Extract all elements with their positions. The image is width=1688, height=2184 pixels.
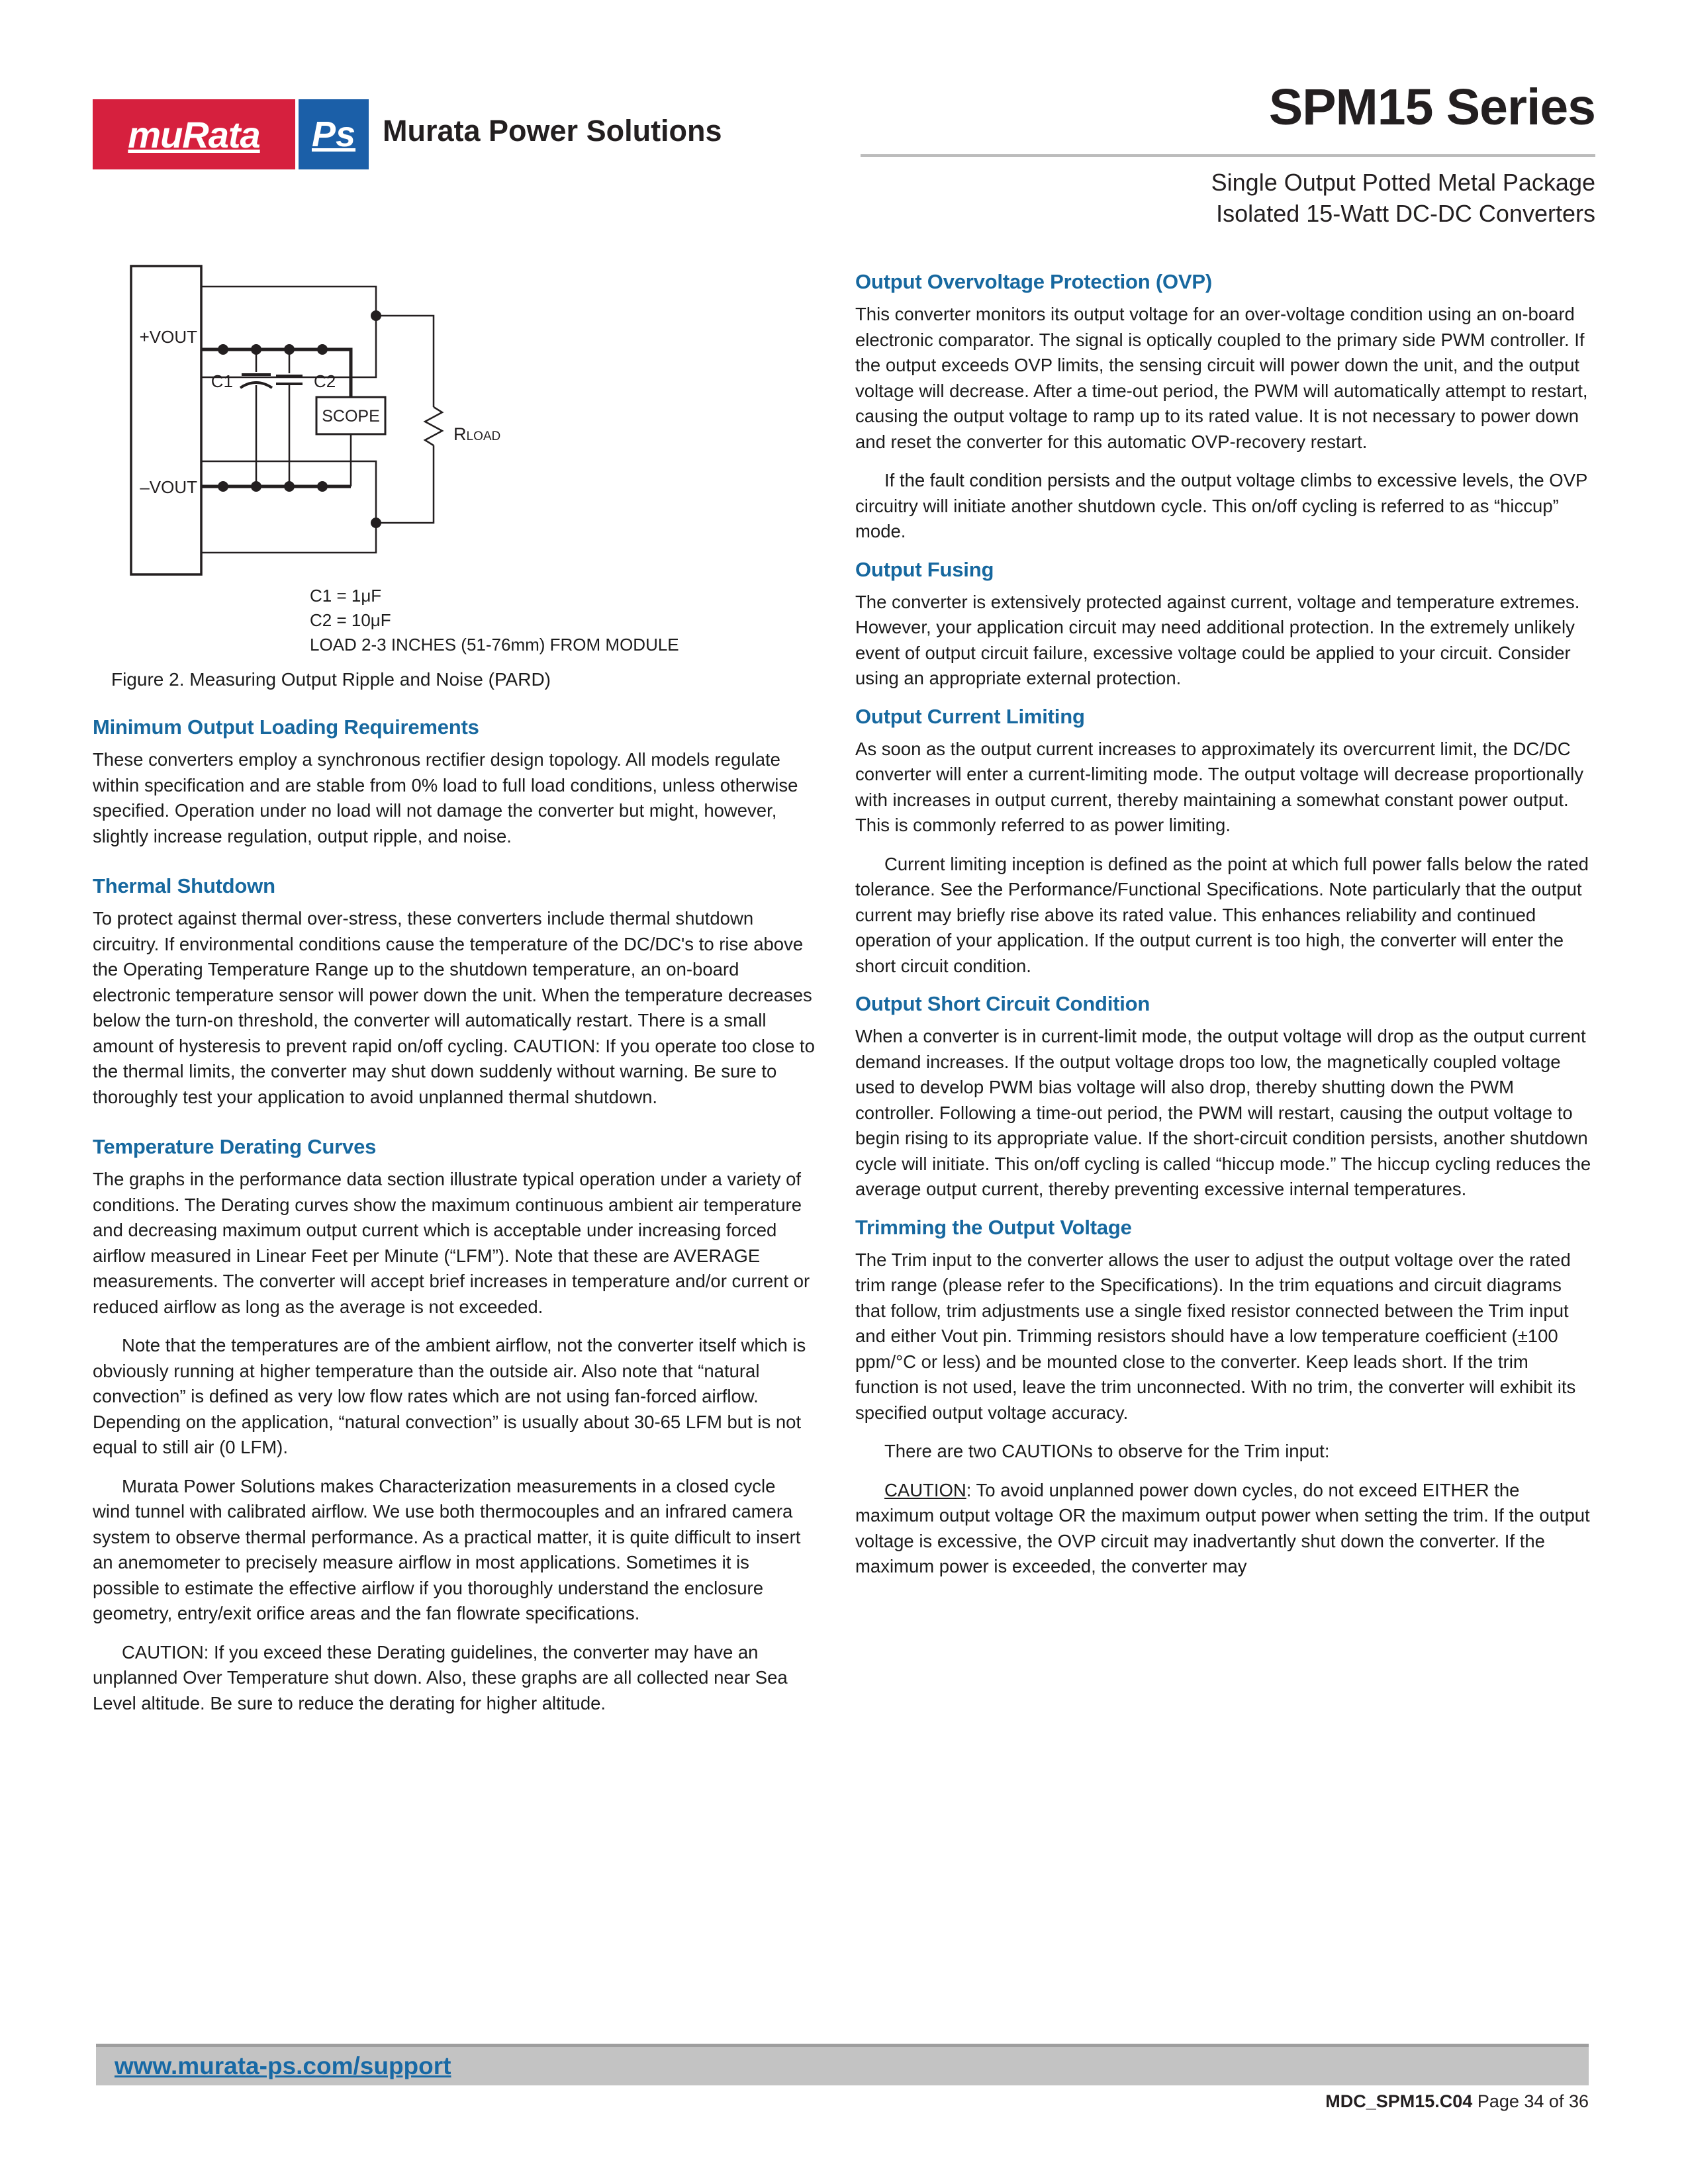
murata-logo-text: muRata [128,113,260,156]
figure-caption: Figure 2. Measuring Output Ripple and Noise (PARD) [111,669,551,690]
footer-meta [1325,2091,1589,2112]
section-output-current-limiting [855,705,1597,979]
section-heading: Output Current Limiting [855,704,1085,728]
document-id: MDC_SPM15.C04 [1325,2091,1473,2111]
paragraph: If the fault condition persists and the output voltage climbs to excessive levels, the OVP circuitry will initiate another shutdown cycle. This on/off cycling is referred to as “hiccup” mode. [855,470,1587,541]
paragraph: The converter is extensively protected against current, voltage and temperature extremes. However, your application circuit may need additional protection. In the extremely unlikely event of output circuit failure, excessive voltage could be applied to your circuit. Consider using an appropriate external protection. [855,591,1580,688]
figure-notes [310,584,816,657]
scope-label: SCOPE [322,407,380,426]
rload-label: RLOAD [453,424,501,444]
paragraph: CAUTION: If you exceed these Derating guidelines, the converter may have an unplanned Over Temperature shut down. Also, these graphs are all collected near Sea Level altitude. Be sure to reduce the derating for higher altitude. [93,1641,788,1713]
section-heading: Output Fusing [855,557,994,581]
paragraph: Current limiting inception is defined as the point at which full power falls below the rated tolerance. See the Performance/Functional Specifications. Note particularly that the output current may briefly rise above its rated value. This enhances reliability and continued operation of your application. If the output current is too high, the converter will enter the short circuit condition. [855,853,1589,976]
support-url-link[interactable]: www.murata-ps.com/support [115,2052,451,2079]
section-output-overvoltage-protection [855,270,1597,545]
paragraph-trim-caution [855,1478,1597,1580]
section-heading: Minimum Output Loading Requirements [93,715,479,739]
paragraph: The graphs in the performance data section illustrate typical operation under a variety of conditions. The Derating curves show the maximum continuous ambient air temperature and decreasing maximum output current which is acceptable under increasing forced airflow measured in Linear Feet per Minute (“LFM”). Note that these are AVERAGE measurements. The converter will accept brief increases in temperature and/or current or reduced airflow as long as the average is not exceeded. [93,1169,810,1317]
caution-label: CAUTION [884,1479,966,1500]
plus-vout-label: +VOUT [139,327,197,347]
figure-note-load: LOAD 2-3 INCHES (51-76mm) FROM MODULE [310,635,679,655]
paragraph: This converter monitors its output voltage for an over-voltage condition using an on-board electronic comparator. The signal is optically coupled to the primary side PWM controller. If the output exceeds OVP limits, the sensing circuit will power down the unit, and the output voltage will decrease. After a time-out period, the PWM will automatically attempt to restart, causing the output voltage to ramp up to its rated value. It is not necessary to power down and reset the converter for this automatic OVP-recovery restart. [855,304,1588,452]
paragraph: When a converter is in current-limit mode, the output voltage will drop as the output current demand increases. If the output voltage drops too low, the magnetically coupled voltage used to develop PWM bias voltage will also drop, thereby shutting down the PWM controller. Following a time-out period, the PWM will restart, causing the output voltage to begin rising to its appropriate value. If the short-circuit condition persists, another shutdown cycle will initiate. This on/off cycling is called “hiccup mode.” The hiccup cycling reduces the average output current, thereby preventing excessive internal temperatures. [855,1026,1591,1199]
figure-note-c1: C1 = 1μF [310,586,382,606]
pard-measurement-circuit-diagram [93,251,816,580]
document-subtitle [801,167,1595,229]
negative-output-wiring [201,434,434,553]
section-heading: Output Overvoltage Protection (OVP) [855,270,1212,293]
paragraph: Note that the temperatures are of the ambient airflow, not the converter itself which is obviously running at higher temperature than the outside air. Also note that “natural convection” is defined as very low flow rates which are not using fan-forced airflow. Depending on the application, “natural convection” is usually about 30-65 LFM but is not equal to still air (0 LFM). [93,1335,806,1457]
subtitle-line-2: Isolated 15-Watt DC-DC Converters [1216,200,1595,227]
figure-note-c2: C2 = 10μF [310,610,391,630]
murata-logo-red-box [93,99,295,169]
section-output-short-circuit-condition [855,992,1597,1203]
c1-label: C1 [211,371,233,391]
paragraph: There are two CAUTIONs to observe for the Trim input: [884,1441,1330,1461]
dcdc-module-outline [131,266,201,574]
section-heading: Thermal Shutdown [93,874,275,897]
murata-logo-ps-text: Ps [311,114,356,154]
capacitor-c2-symbol [276,349,303,486]
murata-logo-ps-box [299,99,369,169]
minus-vout-label: –VOUT [140,477,197,497]
footer-bar [96,2044,1589,2085]
paragraph: These converters employ a synchronous rectifier design topology. All models regulate within specification and are stable from 0% load to full load conditions, unless otherwise specified. Operation under no load will not damage the converter but might, however, slightly increase regulation, output ripple, and noise. [93,749,798,846]
c2-label: C2 [314,371,336,391]
paragraph: The Trim input to the converter allows the user to adjust the output voltage over the rated trim range (please refer to the Specifications). In the trim equations and circuit diagrams that follow, trim adjustments use a single fixed resistor connected between the Trim input and either Vout pin. Trimming resistors should have a low temperature coefficient (±100 ppm/°C or less) and be mounted close to the converter. Keep leads short. If the trim function is not used, leave the trim unconnected. With no trim, the converter will exhibit its specified output voltage accuracy. [855,1249,1576,1423]
paragraph: To protect against thermal over-stress, these converters include thermal shutdown circuitry. If environmental conditions cause the temperature of the DC/DC's to rise above the Operating Temperature Range up to the shutdown temperature, an on-board electronic temperature sensor will power down the unit. When the temperature decreases below the turn-on threshold, the converter will automatically restart. There is a small amount of hysteresis to prevent rapid on/off cycling. CAUTION: If you operate too close to the thermal limits, the converter may shut down suddenly without warning. Be sure to thoroughly test your application to avoid unplanned thermal shutdown. [93,908,815,1107]
paragraph: Murata Power Solutions makes Characterization measurements in a closed cycle wind tunnel with calibrated airflow. We use both thermocouples and an infrared camera system to observe thermal performance. As a practical matter, it is quite difficult to insert an anemometer to precisely measure airflow in most applications. Sometimes it is possible to estimate the effective airflow if you thoroughly understand the enclosure geometry, entry/exit orifice areas and the fan flowrate specifications. [93,1475,801,1623]
section-temperature-derating-curves [93,1135,816,1716]
section-thermal-shutdown [93,874,816,1110]
section-heading: Trimming the Output Voltage [855,1215,1132,1239]
section-minimum-output-loading [93,715,816,849]
left-column [93,251,816,1729]
caution-text: : To avoid unplanned power down cycles, do not exceed EITHER the maximum output voltage OR the maximum output power when setting the trim. If the output voltage is excessive, the OVP circuit may inadvertantly shut down the converter. If the maximum power is exceeded, the converter may [855,1479,1590,1576]
page-number: Page 34 of 36 [1477,2091,1589,2111]
right-column [855,270,1597,1593]
murata-logo [93,99,369,169]
subtitle-line-1: Single Output Potted Metal Package [1211,169,1595,196]
figure-2 [93,251,816,690]
section-trimming-the-output-voltage [855,1216,1597,1580]
title-divider [861,154,1595,157]
paragraph: As soon as the output current increases to approximately its overcurrent limit, the DC/DC converter will enter a current-limiting mode. The output voltage will decrease proportionally with increases in output current, thereby maintaining a somewhat constant power output. This is commonly referred to as power limiting. [855,738,1584,835]
page-title: SPM15 Series [1268,79,1595,136]
section-heading: Output Short Circuit Condition [855,992,1150,1015]
company-name: Murata Power Solutions [383,114,722,148]
capacitor-c1-symbol [240,349,272,486]
section-heading: Temperature Derating Curves [93,1135,377,1158]
resistor-rload-symbol [425,407,442,445]
section-output-fusing [855,558,1597,692]
